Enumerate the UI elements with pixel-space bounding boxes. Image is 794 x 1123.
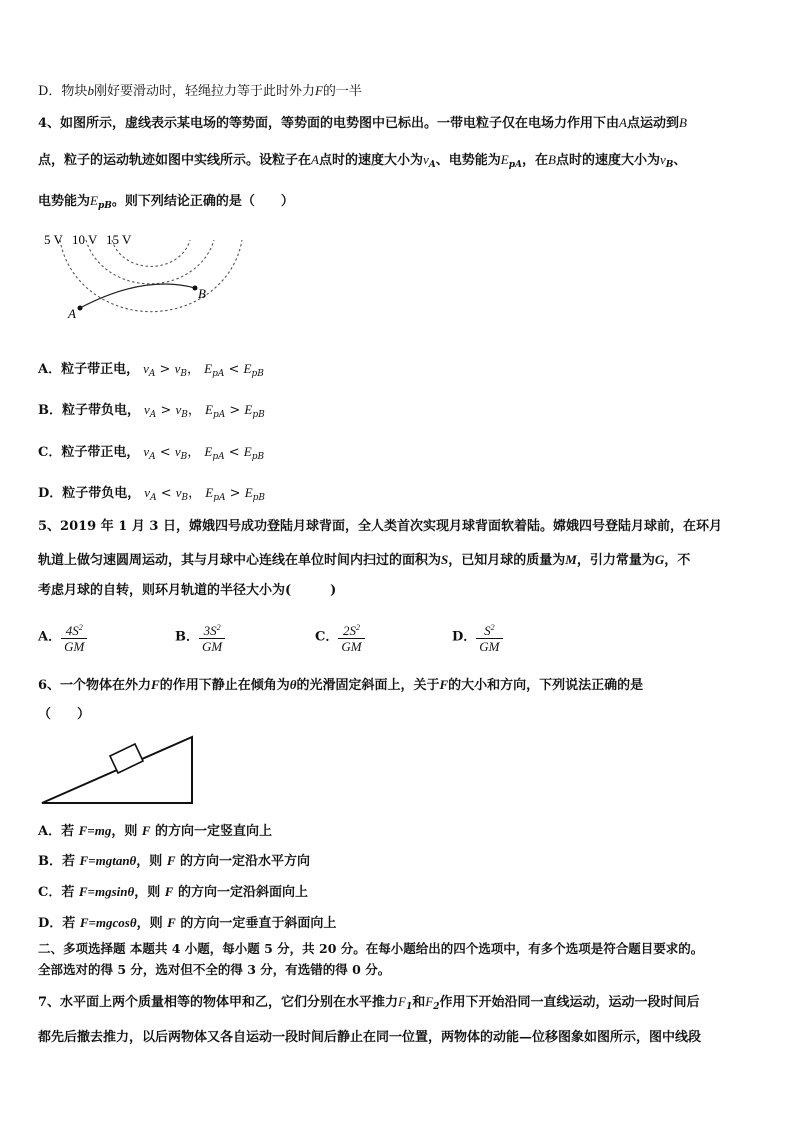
q5-stem-line2: 轨道上做匀速圆周运动，其与月球中心连线在单位时间内扫过的面积为S，已知月球的质量为M，引力常量为G，不 (38, 552, 691, 568)
q4-option-b: B．粒子带负电， $v_A > v_B$， $E_{pA} > E_{pB}$ (38, 402, 265, 420)
equipotential-figure (38, 228, 258, 340)
q6-option-b: B．若 F=mgtanθ，则 F 的方向一定沿水平方向 (38, 853, 311, 869)
label-15v: 15 V (106, 232, 132, 247)
q7-stem-line1: 7、水平面上两个质量相等的物体甲和乙，它们分别在水平推力$F_1$和$F_2$作用下开始沿同一直线运动，运动一段时间后 (38, 994, 700, 1012)
q4-stem-line3: 电势能为$E_{pB}$。则下列结论正确的是（ ） (38, 193, 294, 211)
label-10v: 10 V (72, 232, 98, 247)
q5-stem-line3: 考虑月球的自转，则环月轨道的半径大小为( ) (38, 583, 337, 598)
label-5v: 5 V (44, 232, 63, 247)
q6-option-d: D．若 F=mgcosθ，则 F 的方向一定垂直于斜面向上 (38, 915, 337, 931)
q4-stem-line1: 4、如图所示，虚线表示某电场的等势面，等势面的电势图中已标出。一带电粒子仅在电场力作用下由A点运动到B (38, 115, 687, 131)
q5-option-b: B． $\frac{3S^2}{GM}$ (175, 620, 225, 654)
q5-option-d: D． $\frac{S^2}{GM}$ (452, 620, 503, 654)
label-point-b: B (198, 286, 206, 301)
q7-stem-line2: 都先后撤去推力，以后两物体又各自运动一段时间后静止在同一位置，两物体的动能—位移图象如图所示，图中线段 (38, 1030, 702, 1045)
particle-trajectory (80, 284, 195, 308)
incline-figure (40, 734, 200, 806)
q4-option-d: D．粒子带负电， $v_A < v_B$， $E_{pA} > E_{pB}$ (38, 485, 266, 503)
point-b-dot (193, 286, 198, 291)
q6-option-c: C．若 F=mgsinθ，则 F 的方向一定沿斜面向上 (38, 884, 308, 900)
section2-heading-line2: 全部选对的得 5 分，选对但不全的得 3 分，有选错的得 0 分。 (38, 962, 391, 977)
q4-option-c: C．粒子带正电， $v_A < v_B$， $E_{pA} < E_{pB}$ (38, 444, 265, 462)
q5-option-c: C． $\frac{2S^2}{GM}$ (315, 620, 365, 654)
label-point-a: A (68, 306, 76, 321)
q4-stem-line2: 点，粒子的运动轨迹如图中实线所示。设粒子在A点时的速度大小为$v_A$、电势能为$E_{pA}$，在B点时的速度大小为$v_B$、 (38, 152, 687, 170)
q5-option-a: A． $\frac{4S^2}{GM}$ (38, 620, 87, 654)
equipotential-5v (60, 240, 242, 312)
q6-stem-line1: 6、一个物体在外力F的作用下静止在倾角为θ的光滑固定斜面上，关于F的大小和方向，下列说法正确的是 (38, 677, 644, 693)
q3-option-d: D．物块b刚好要滑动时，轻绳拉力等于此时外力F的一半 (38, 83, 362, 99)
point-a-dot (78, 306, 83, 311)
section2-heading-line1: 二、多项选择题 本题共 4 小题，每小题 5 分，共 20 分。在每小题给出的四个选项中，有多个选项是符合题目要求的。 (38, 941, 704, 956)
q4-option-a: A．粒子带正电， $v_A > v_B$， $E_{pA} < E_{pB}$ (38, 361, 264, 379)
block (110, 744, 143, 773)
q6-option-a: A．若 F=mg，则 F 的方向一定竖直向上 (38, 823, 273, 839)
q6-stem-line2: （ ） (38, 707, 91, 722)
q5-stem-line1: 5、2019 年 1 月 3 日，嫦娥四号成功登陆月球背面，全人类首次实现月球背面软着陆。嫦娥四号登陆月球前，在环月 (38, 519, 722, 534)
